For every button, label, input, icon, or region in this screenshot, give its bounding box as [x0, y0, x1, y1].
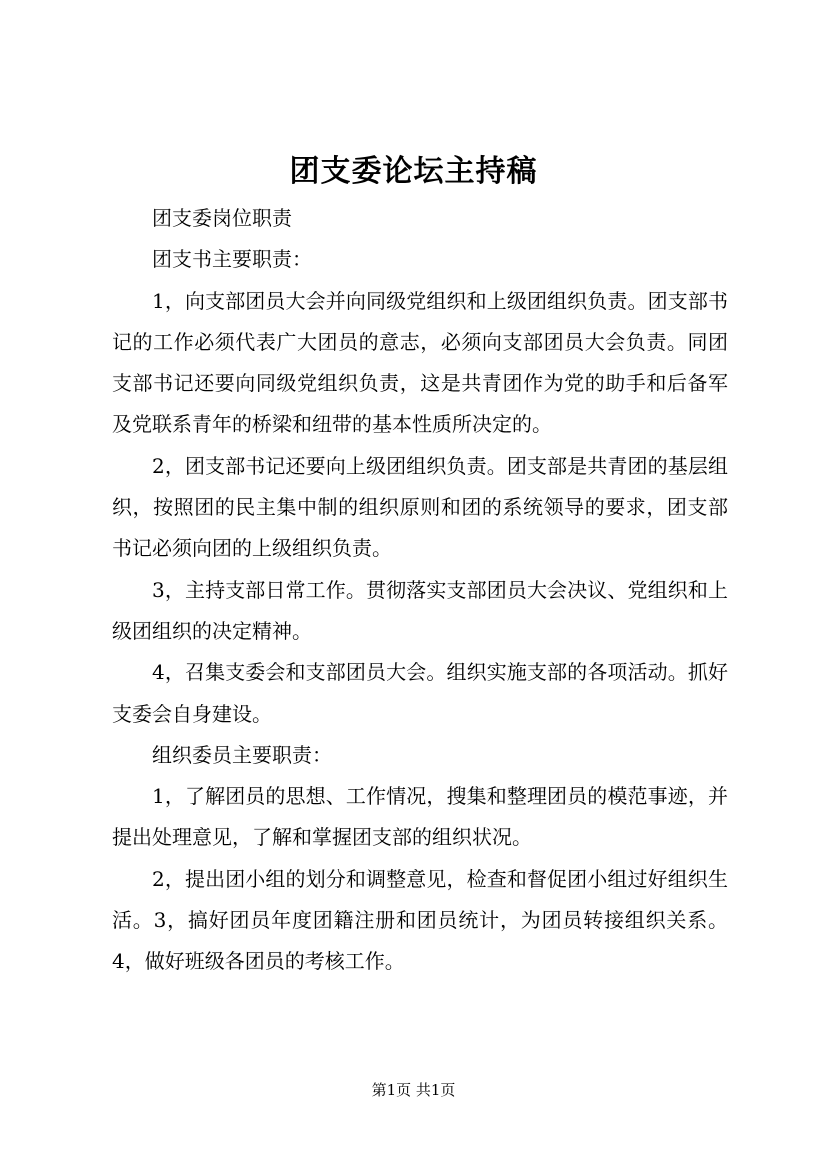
paragraph-organization-duty-1: 1，了解团员的思想、工作情况，搜集和整理团员的模范事迹，并提出处理意见，了解和掌握团支部的组织状况。: [112, 784, 728, 850]
document-title: 团支委论坛主持稿: [289, 154, 538, 189]
paragraph-secretary-duty-1: 1，向支部团员大会并向同级党组织和上级团组织负责。团支部书记的工作必须代表广大团员的意志，必须向支部团员大会负责。同团支部书记还要向同级党组织负责，这是共青团作为党的助手和后备军及党联系青年的桥梁和纽带的基本性质所决定的。: [112, 288, 728, 437]
paragraph-secretary-duty-3: 3，主持支部日常工作。贯彻落实支部团员大会决议、党组织和上级团组织的决定精神。: [112, 577, 728, 643]
paragraph-organization-heading: 组织委员主要职责：: [152, 742, 332, 767]
paragraph-organization-duty-2-4: 2，提出团小组的划分和调整意见，检查和督促团小组过好组织生活。3，搞好团员年度团籍注册和团员统计，为团员转接组织关系。4，做好班级各团员的考核工作。: [112, 866, 728, 974]
paragraph-section-heading: 团支委岗位职责: [152, 206, 292, 230]
paragraph-secretary-duty-4: 4，召集支委会和支部团员大会。组织实施支部的各项活动。抓好支委会自身建设。: [112, 660, 728, 726]
paragraph-secretary-duty-2: 2，团支部书记还要向上级团组织负责。团支部是共青团的基层组织，按照团的民主集中制的组织原则和团的系统领导的要求，团支部书记必须向团的上级组织负责。: [112, 453, 728, 561]
page-number-footer: 第1页 共1页: [371, 1081, 456, 1099]
paragraph-secretary-heading: 团支书主要职责：: [152, 247, 312, 272]
document-body: [112, 198, 728, 983]
